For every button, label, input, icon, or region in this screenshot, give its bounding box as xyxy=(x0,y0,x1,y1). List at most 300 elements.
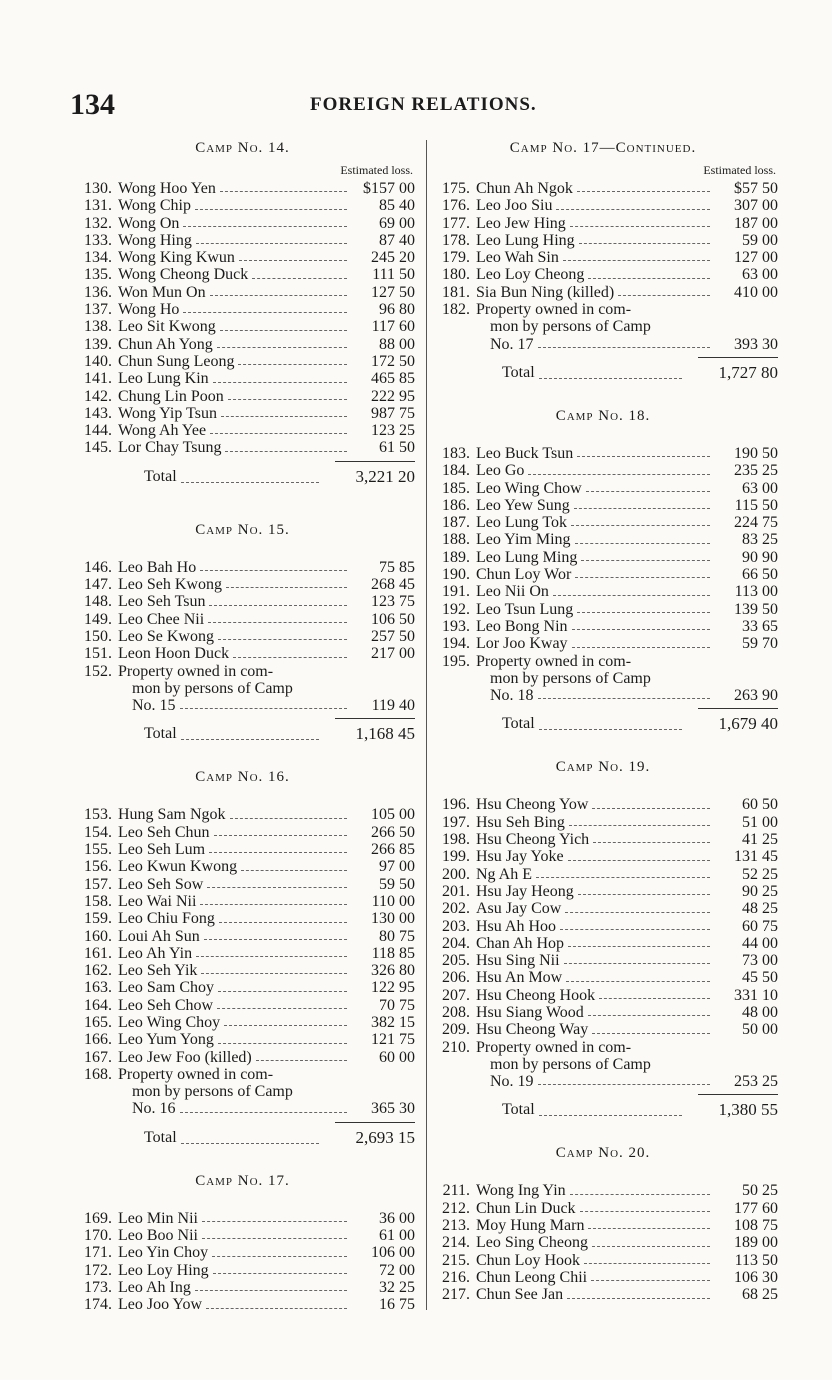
estimated-loss-header: Estimated loss. xyxy=(340,163,413,177)
entry-number: 170. xyxy=(84,1227,112,1245)
entry-amount: 70 75 xyxy=(379,996,415,1014)
entry-amount: 75 85 xyxy=(379,558,415,576)
entry-name: Wong Ah Yee xyxy=(118,422,207,440)
entry-row xyxy=(70,645,415,662)
entry-name: Chun Ah Ngok xyxy=(476,180,573,197)
column-divider xyxy=(426,140,427,1310)
leader-dots xyxy=(241,870,347,871)
entry-row xyxy=(70,284,415,301)
property-entry xyxy=(70,663,415,715)
entry-name: Hsu Jay Heong xyxy=(476,882,574,900)
entry-name: Hsu Cheong Way xyxy=(476,1021,589,1039)
entry-number: 164. xyxy=(84,996,112,1014)
entry-name: Leo Wing Chow xyxy=(476,479,582,497)
entry-row xyxy=(70,806,415,823)
leader-dots xyxy=(592,1246,710,1247)
entry-number: 131. xyxy=(84,197,112,215)
entry-name: Leo Jew Hing xyxy=(476,214,566,232)
entry-amount: 16 75 xyxy=(379,1296,415,1314)
entry-row xyxy=(428,1217,778,1234)
entry-row xyxy=(70,318,415,335)
entry-number: 203. xyxy=(442,917,470,935)
entry-amount: 307 00 xyxy=(734,197,778,215)
entry-name: Loui Ah Sun xyxy=(118,927,200,945)
entry-number: 134. xyxy=(84,249,112,267)
entry-amount: $157 00 xyxy=(363,180,415,197)
entry-amount: 68 25 xyxy=(742,1286,778,1304)
total-row xyxy=(70,1127,415,1149)
entry-name: Leo Sam Choy xyxy=(118,979,214,997)
leader-dots xyxy=(210,433,347,434)
entry-number: 177. xyxy=(442,214,470,232)
leader-dots xyxy=(570,1194,710,1195)
page-title: FOREIGN RELATIONS. xyxy=(310,94,537,115)
entry-number: 205. xyxy=(442,952,470,970)
property-camp-ref: No. 15 xyxy=(132,697,176,715)
entry-name: Ng Ah E xyxy=(476,865,532,883)
entry-amount: 131 45 xyxy=(734,848,778,866)
total-amount: 1,679 40 xyxy=(718,714,778,734)
entry-row xyxy=(70,197,415,214)
entry-name: Leo Lung Kin xyxy=(118,370,209,388)
entry-number: 130. xyxy=(84,180,112,197)
entry-amount: 52 25 xyxy=(742,865,778,883)
leader-dots xyxy=(195,1290,347,1291)
entry-number: 184. xyxy=(442,462,470,480)
entry-row xyxy=(70,1014,415,1031)
page-number: 134 xyxy=(70,88,115,121)
entry-number: 155. xyxy=(84,841,112,859)
leader-dots xyxy=(569,825,710,826)
total-label: Total xyxy=(144,1128,177,1146)
entry-name: Hsu Cheong Yich xyxy=(476,831,590,849)
entry-amount: 139 50 xyxy=(734,600,778,618)
entry-row xyxy=(70,301,415,318)
property-line: mon by persons of Camp xyxy=(132,679,293,697)
leader-dots xyxy=(556,209,710,210)
entry-number: 215. xyxy=(442,1251,470,1269)
leader-dots xyxy=(599,998,710,999)
entry-row xyxy=(428,445,778,462)
camp-17-section xyxy=(70,1173,415,1314)
entry-amount: 69 00 xyxy=(379,214,415,232)
entry-amount: 177 60 xyxy=(734,1199,778,1217)
entry-number: 207. xyxy=(442,986,470,1004)
leader-dots xyxy=(200,904,347,905)
property-camp-ref: No. 18 xyxy=(490,687,534,705)
entry-amount: 465 85 xyxy=(371,370,415,388)
entry-row xyxy=(70,979,415,996)
leader-dots xyxy=(572,629,710,630)
leader-dots xyxy=(209,852,347,853)
entry-row xyxy=(70,962,415,979)
entry-amount: 127 50 xyxy=(371,283,415,301)
total-rule xyxy=(335,461,415,462)
property-camp-ref: No. 19 xyxy=(490,1073,534,1091)
entry-amount: 90 90 xyxy=(742,548,778,566)
entry-number: 174. xyxy=(84,1296,112,1314)
property-line: Property owned in com- xyxy=(118,662,274,680)
entry-row xyxy=(428,583,778,600)
entry-number: 169. xyxy=(84,1209,112,1227)
total-row xyxy=(428,1099,778,1121)
entry-amount: 130 00 xyxy=(371,910,415,928)
entry-row xyxy=(70,945,415,962)
leader-dots xyxy=(566,981,710,982)
entry-name: Lor Joo Kway xyxy=(476,635,568,653)
leader-dots xyxy=(571,525,710,526)
entry-name: Leo Yum Yong xyxy=(118,1031,214,1049)
leader-dots xyxy=(577,191,710,192)
entry-name: Asu Jay Cow xyxy=(476,900,562,918)
property-text xyxy=(118,663,353,715)
entry-row xyxy=(428,1021,778,1038)
property-line: mon by persons of Camp xyxy=(490,669,651,687)
entry-amount: 121 75 xyxy=(371,1031,415,1049)
entry-number: 154. xyxy=(84,823,112,841)
entry-amount: 33 65 xyxy=(742,617,778,635)
property-row xyxy=(428,1039,778,1091)
entry-row xyxy=(428,197,778,214)
entry-name: Leo Boo Nii xyxy=(118,1227,198,1245)
leader-dots xyxy=(578,894,710,895)
property-line xyxy=(476,687,716,704)
entry-row xyxy=(70,559,415,576)
leader-dots xyxy=(588,278,710,279)
entry-row xyxy=(428,848,778,865)
entry-row xyxy=(70,1049,415,1066)
entry-number: 140. xyxy=(84,352,112,370)
entry-row xyxy=(428,814,778,831)
entry-amount: 331 10 xyxy=(734,986,778,1004)
entry-amount: 235 25 xyxy=(734,462,778,480)
entry-amount: 59 50 xyxy=(379,875,415,893)
leader-dots xyxy=(539,1115,682,1116)
entry-amount: 59 70 xyxy=(742,635,778,653)
camp-title: Camp No. 20. xyxy=(555,1145,651,1162)
entry-row xyxy=(70,180,415,197)
entry-number: 156. xyxy=(84,858,112,876)
leader-dots xyxy=(225,451,347,452)
leader-dots xyxy=(183,312,347,313)
entry-amount: 257 50 xyxy=(371,627,415,645)
entry-name: Chun Ah Yong xyxy=(118,335,213,353)
entry-number: 186. xyxy=(442,496,470,514)
entry-number: 178. xyxy=(442,231,470,249)
entry-row xyxy=(70,1262,415,1279)
leader-dots xyxy=(563,260,710,261)
entry-row xyxy=(428,180,778,197)
entry-number: 188. xyxy=(442,531,470,549)
leader-dots xyxy=(221,416,347,417)
entry-number: 173. xyxy=(84,1278,112,1296)
total-label: Total xyxy=(144,725,177,743)
leader-dots xyxy=(593,842,710,843)
entry-name: Leo Min Nii xyxy=(118,1209,198,1227)
property-row xyxy=(428,653,778,705)
entry-number: 199. xyxy=(442,848,470,866)
entry-row xyxy=(70,997,415,1014)
entry-name: Wong Chip xyxy=(118,197,191,215)
entry-number: 180. xyxy=(442,266,470,284)
leader-dots xyxy=(228,399,347,400)
total-amount: 1,727 80 xyxy=(718,362,778,382)
entry-amount: 63 00 xyxy=(742,479,778,497)
leader-dots xyxy=(592,808,710,809)
total-amount: 3,221 20 xyxy=(355,466,415,486)
entry-number: 163. xyxy=(84,979,112,997)
entry-amount: 266 50 xyxy=(371,823,415,841)
entry-name: Wong Yip Tsun xyxy=(118,404,217,422)
camp-rows xyxy=(70,806,415,1065)
entry-name: Wong Hing xyxy=(118,231,192,249)
entry-number: 132. xyxy=(84,214,112,232)
entry-name: Wong On xyxy=(118,214,180,232)
camp-title: Camp No. 17—Continued. xyxy=(509,140,697,156)
camp-18-section xyxy=(428,408,778,735)
entry-row xyxy=(70,1296,415,1313)
camp-title: Camp No. 14. xyxy=(195,140,290,156)
entry-name: Hsu Cheong Yow xyxy=(476,796,589,814)
entry-number: 145. xyxy=(84,439,112,457)
entry-amount: 118 85 xyxy=(371,944,415,962)
entry-amount: 189 00 xyxy=(734,1234,778,1252)
entry-number: 146. xyxy=(84,558,112,576)
page-header xyxy=(70,88,770,128)
entry-amount: 119 40 xyxy=(371,697,415,715)
entry-amount: 48 25 xyxy=(742,900,778,918)
property-text xyxy=(476,301,716,353)
entry-name: Leo Lung Tok xyxy=(476,514,568,532)
leader-dots xyxy=(183,226,347,227)
entry-amount: 263 90 xyxy=(734,687,778,705)
entry-row xyxy=(428,266,778,283)
camp-17-continued-section xyxy=(428,140,778,384)
entry-number: 200. xyxy=(442,865,470,883)
leader-dots xyxy=(252,278,347,279)
leader-dots xyxy=(210,295,347,296)
camp-rows xyxy=(70,1210,415,1314)
entry-number: 171. xyxy=(84,1244,112,1262)
entry-row xyxy=(70,628,415,645)
entry-row xyxy=(70,858,415,875)
entry-amount: 72 00 xyxy=(379,1261,415,1279)
property-line: Property owned in com- xyxy=(118,1065,274,1083)
property-entry xyxy=(70,1066,415,1118)
entry-amount: 73 00 xyxy=(742,952,778,970)
leader-dots xyxy=(213,382,347,383)
right-column xyxy=(428,140,778,1304)
entry-row xyxy=(428,232,778,249)
camp-title: Camp No. 15. xyxy=(195,521,290,538)
entry-number: 150. xyxy=(84,627,112,645)
camp-rows xyxy=(70,559,415,663)
entry-row xyxy=(428,883,778,900)
entry-row xyxy=(428,566,778,583)
entry-name: Leo Seh Lum xyxy=(118,841,206,859)
leader-dots xyxy=(577,612,710,613)
leader-dots xyxy=(206,1308,347,1309)
entry-number: 212. xyxy=(442,1199,470,1217)
entry-name: Chan Ah Hop xyxy=(476,934,564,952)
entry-amount: 96 80 xyxy=(379,301,415,319)
entry-row xyxy=(70,593,415,610)
entry-row xyxy=(428,531,778,548)
entry-amount: 326 80 xyxy=(371,962,415,980)
entry-row xyxy=(428,987,778,1004)
entry-row xyxy=(70,893,415,910)
leader-dots xyxy=(575,577,710,578)
leader-dots xyxy=(217,1008,347,1009)
leader-dots xyxy=(196,956,347,957)
entry-amount: 106 30 xyxy=(734,1268,778,1286)
entry-amount: 60 50 xyxy=(742,796,778,814)
entry-number: 191. xyxy=(442,583,470,601)
leader-dots xyxy=(538,347,710,348)
entry-row xyxy=(70,928,415,945)
entry-amount: 59 00 xyxy=(742,231,778,249)
entry-row xyxy=(70,611,415,628)
entry-amount: 108 75 xyxy=(734,1217,778,1235)
entry-number: 165. xyxy=(84,1013,112,1031)
entry-amount: 66 50 xyxy=(742,566,778,584)
entry-row xyxy=(428,462,778,479)
entry-name: Leo Sing Cheong xyxy=(476,1234,588,1252)
property-text xyxy=(476,653,716,705)
entry-row xyxy=(428,249,778,266)
entry-name: Wong Ho xyxy=(118,301,180,319)
entry-name: Hsu An Mow xyxy=(476,969,563,987)
entry-number: 135. xyxy=(84,266,112,284)
entry-amount: 61 00 xyxy=(379,1227,415,1245)
entry-row xyxy=(428,1286,778,1303)
entry-name: Leo Tsun Lung xyxy=(476,600,574,618)
entry-number: 136. xyxy=(84,283,112,301)
entry-name: Leo Ah Yin xyxy=(118,944,193,962)
entry-row xyxy=(428,866,778,883)
entry-row xyxy=(70,439,415,456)
entry-amount: 117 60 xyxy=(371,318,415,336)
leader-dots xyxy=(201,973,347,974)
property-text xyxy=(118,1066,353,1118)
leader-dots xyxy=(226,587,347,588)
entry-name: Hsu Jay Yoke xyxy=(476,848,564,866)
total-row xyxy=(428,713,778,735)
entry-row xyxy=(70,370,415,387)
property-line: Property owned in com- xyxy=(476,1038,632,1056)
entry-name: Leo Bah Ho xyxy=(118,558,197,576)
entry-name: Wong Hoo Yen xyxy=(118,180,216,197)
entry-amount: 393 30 xyxy=(734,335,778,353)
entry-amount: 63 00 xyxy=(742,266,778,284)
entry-row xyxy=(70,1227,415,1244)
camp-16-section xyxy=(70,769,415,1148)
entry-name: Leo Nii On xyxy=(476,583,549,601)
entry-number: 138. xyxy=(84,318,112,336)
entry-name: Chun Loy Wor xyxy=(476,566,572,584)
entry-amount: 253 25 xyxy=(734,1073,778,1091)
entry-amount: 122 95 xyxy=(371,979,415,997)
entry-row xyxy=(428,514,778,531)
entry-number: 149. xyxy=(84,610,112,628)
property-line xyxy=(476,336,716,353)
entry-name: Leo Kwun Kwong xyxy=(118,858,238,876)
leader-dots xyxy=(553,595,710,596)
leader-dots xyxy=(218,639,347,640)
leader-dots xyxy=(218,1043,347,1044)
entry-number: 166. xyxy=(84,1031,112,1049)
leader-dots xyxy=(565,912,710,913)
camp-rows xyxy=(428,180,778,301)
leader-dots xyxy=(239,260,347,261)
total-label: Total xyxy=(502,363,535,381)
entry-amount: 113 50 xyxy=(734,1251,778,1269)
entry-row xyxy=(70,215,415,232)
total-label: Total xyxy=(502,1101,535,1119)
entry-number: 204. xyxy=(442,934,470,952)
entry-name: Leo Seh Tsun xyxy=(118,593,206,611)
entry-name: Hsu Cheong Hook xyxy=(476,986,596,1004)
entry-number: 214. xyxy=(442,1234,470,1252)
leader-dots xyxy=(579,243,710,244)
entry-row xyxy=(70,353,415,370)
entry-name: Chung Lin Poon xyxy=(118,387,224,405)
leader-dots xyxy=(584,1263,710,1264)
entry-name: Leo Chiu Fong xyxy=(118,910,215,928)
entry-name: Leo Lung Hing xyxy=(476,231,575,249)
leader-dots xyxy=(218,991,347,992)
entry-row xyxy=(70,1210,415,1227)
leader-dots xyxy=(560,929,710,930)
leader-dots xyxy=(202,1238,347,1239)
entry-number: 202. xyxy=(442,900,470,918)
entry-number: 147. xyxy=(84,576,112,594)
entry-amount: 217 00 xyxy=(371,645,415,663)
entry-name: Chun Leong Chii xyxy=(476,1268,588,1286)
entry-row xyxy=(428,549,778,566)
leader-dots xyxy=(181,1143,319,1144)
entry-amount: 60 00 xyxy=(379,1048,415,1066)
leader-dots xyxy=(575,543,710,544)
entry-name: Leo Seh Sow xyxy=(118,875,204,893)
camp-20-section xyxy=(428,1145,778,1303)
entry-row xyxy=(428,796,778,813)
total-amount: 2,693 15 xyxy=(355,1127,415,1147)
entry-number: 208. xyxy=(442,1003,470,1021)
property-line xyxy=(118,1100,353,1117)
entry-name: Leo Buck Tsun xyxy=(476,444,574,462)
total-amount: 1,168 45 xyxy=(355,724,415,744)
entry-row xyxy=(428,831,778,848)
property-line: mon by persons of Camp xyxy=(490,318,651,336)
entry-row xyxy=(428,1252,778,1269)
leader-dots xyxy=(195,209,347,210)
leader-dots xyxy=(536,877,710,878)
property-line: Property owned in com- xyxy=(476,652,632,670)
entry-row xyxy=(70,910,415,927)
leader-dots xyxy=(214,835,347,836)
leader-dots xyxy=(200,570,347,571)
entry-number: 175. xyxy=(442,180,470,197)
leader-dots xyxy=(202,1221,347,1222)
entry-name: Hung Sam Ngok xyxy=(118,806,226,824)
total-row xyxy=(428,362,778,384)
entry-row xyxy=(428,1004,778,1021)
leader-dots xyxy=(581,560,710,561)
leader-dots xyxy=(207,887,347,888)
leader-dots xyxy=(568,946,710,947)
leader-dots xyxy=(577,456,710,457)
